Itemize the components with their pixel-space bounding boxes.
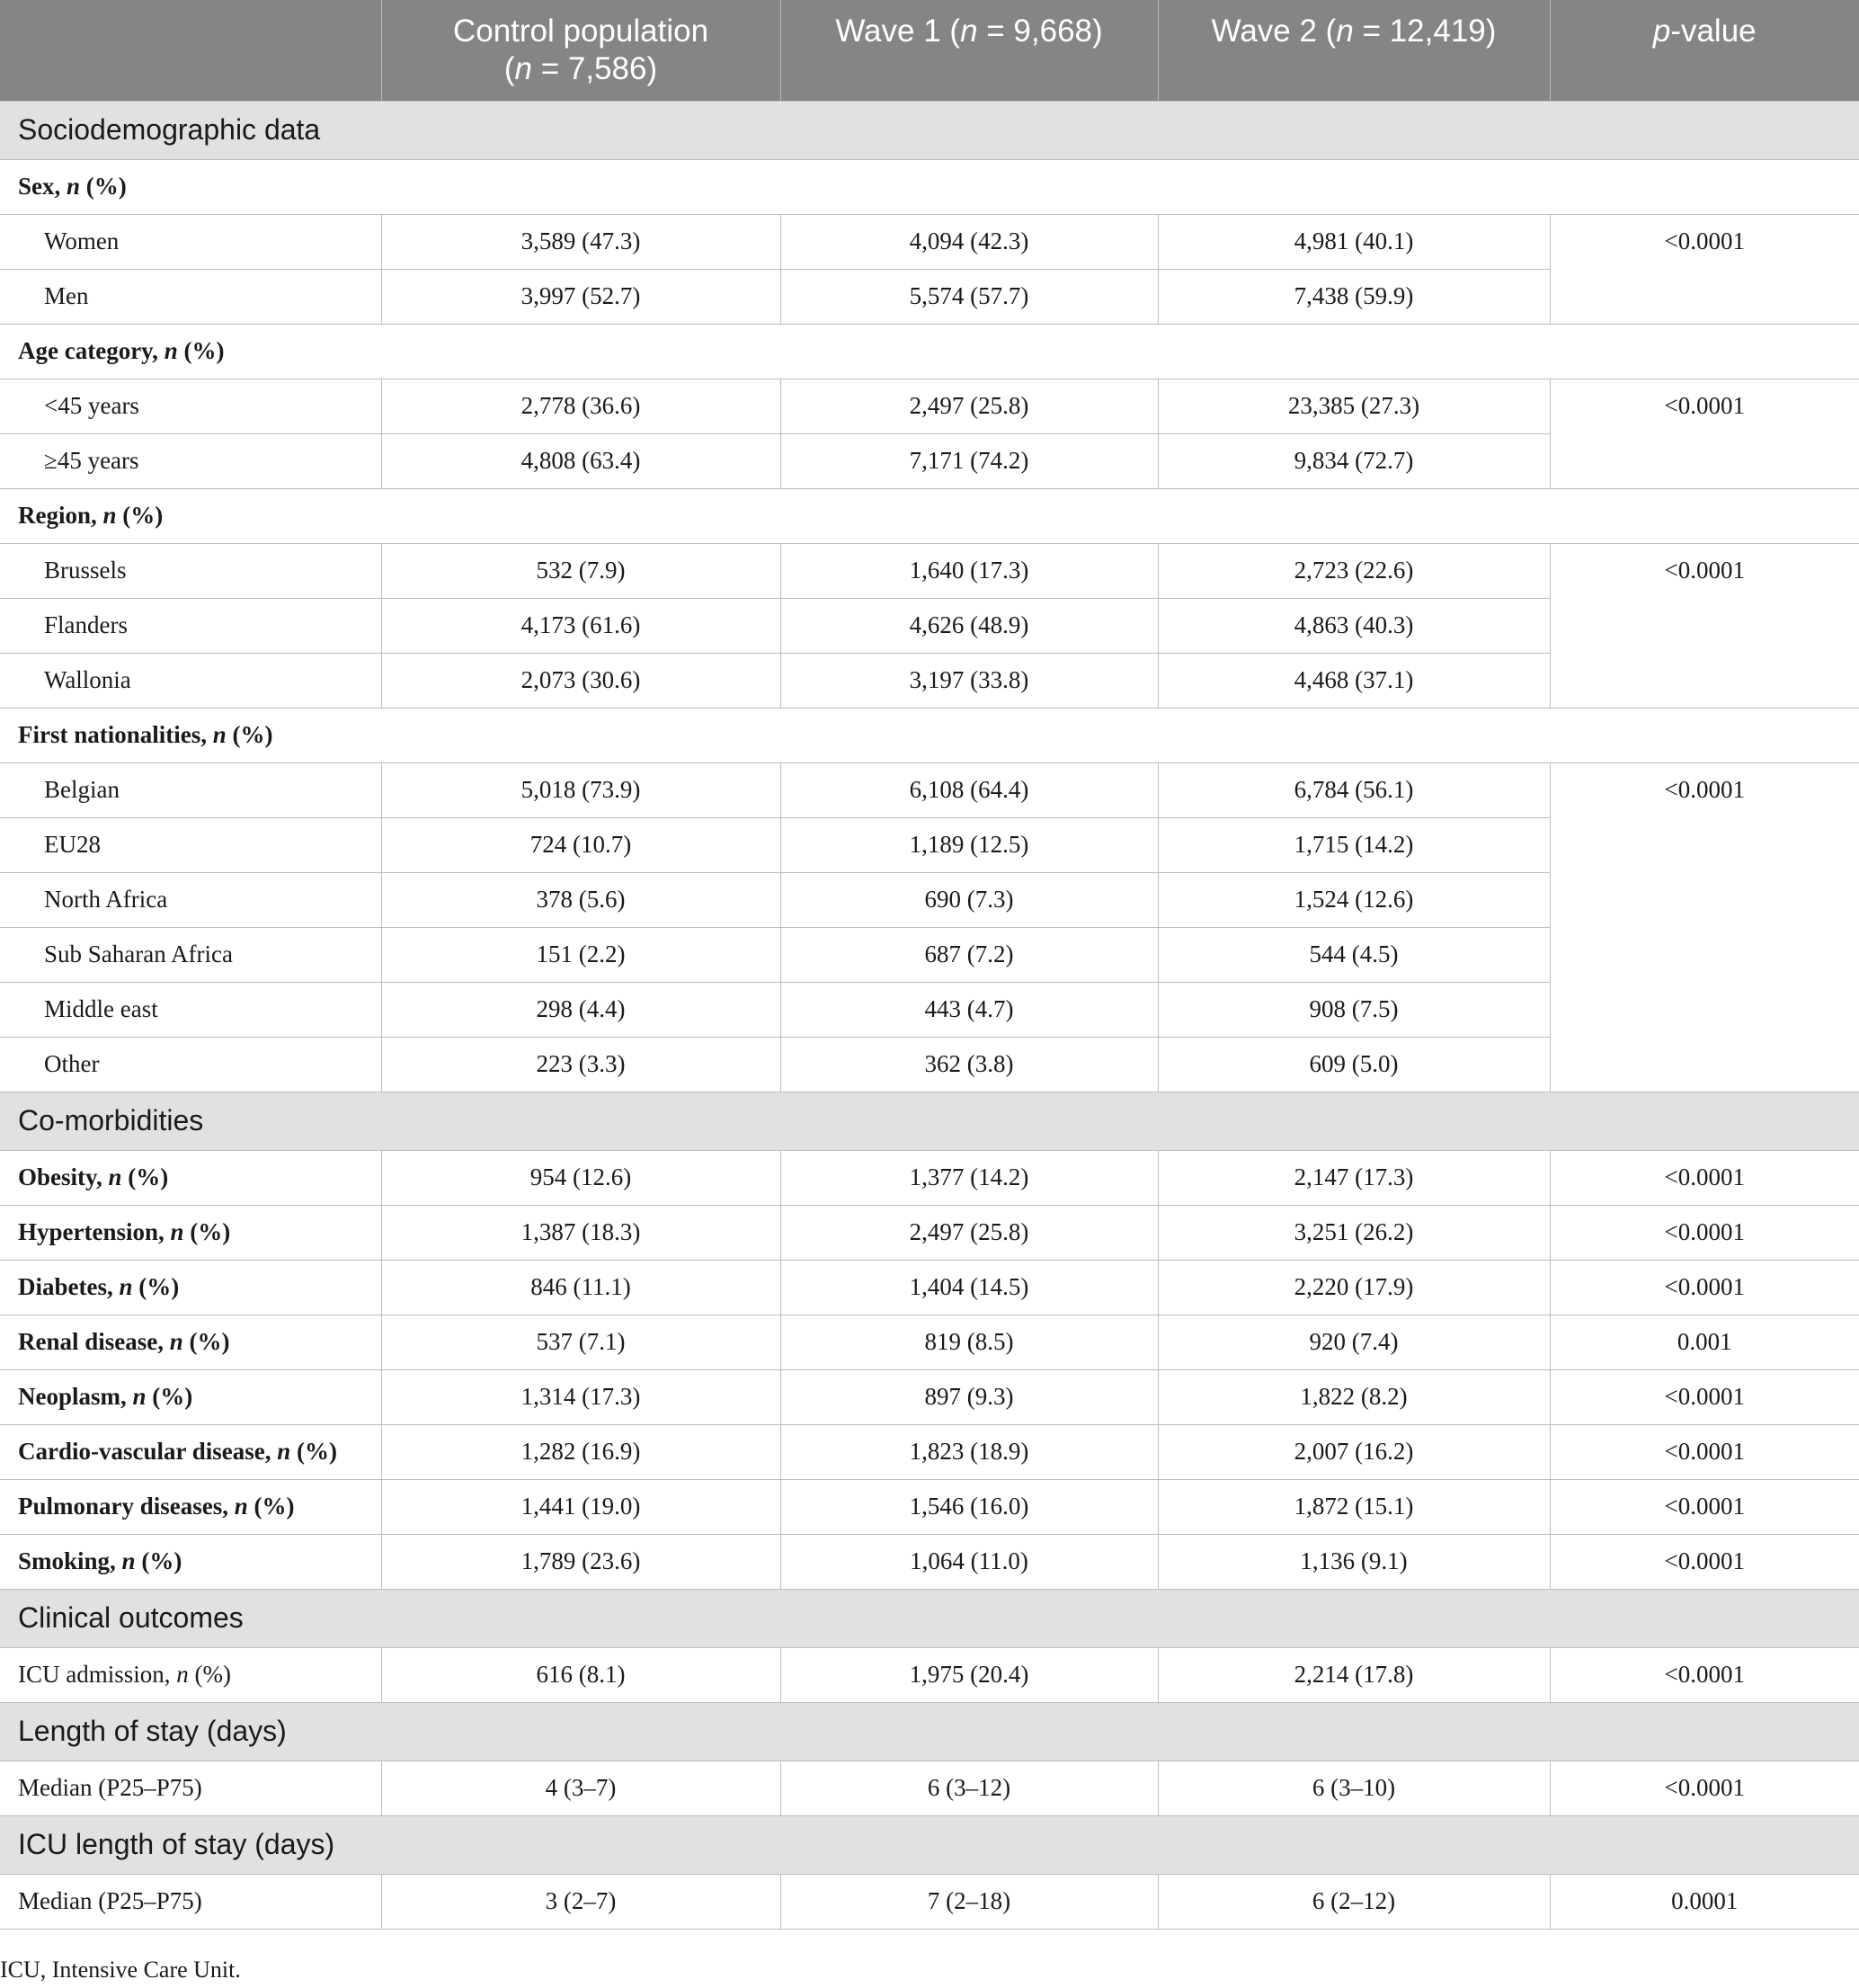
group-nationality: First nationalities, n (%) [0,708,1859,762]
table-row: Neoplasm, n (%) 1,314 (17.3) 897 (9.3) 1,822 (8.2) <0.0001 [0,1369,1859,1424]
table-row: Women 3,589 (47.3) 4,094 (42.3) 4,981 (40.1) <0.0001 [0,214,1859,269]
header-empty [0,0,381,101]
pvalue-age: <0.0001 [1550,379,1859,488]
table-row: North Africa 378 (5.6) 690 (7.3) 1,524 (12.6) [0,872,1859,927]
header-control: Control population (n = 7,586) [381,0,780,101]
table-row: Cardio-vascular disease, n (%) 1,282 (16.9) 1,823 (18.9) 2,007 (16.2) <0.0001 [0,1424,1859,1479]
table-row: EU28 724 (10.7) 1,189 (12.5) 1,715 (14.2) [0,817,1859,872]
header-pvalue: p-value [1550,0,1859,101]
table-row: ICU admission, n (%) 616 (8.1) 1,975 (20.4) 2,214 (17.8) <0.0001 [0,1647,1859,1702]
section-sociodemographic: Sociodemographic data [0,101,1859,159]
table-row: Other 223 (3.3) 362 (3.8) 609 (5.0) [0,1037,1859,1092]
section-length-of-stay: Length of stay (days) [0,1702,1859,1761]
table-row: Wallonia 2,073 (30.6) 3,197 (33.8) 4,468 (37.1) [0,653,1859,708]
pvalue-nationality: <0.0001 [1550,762,1859,1092]
section-icu-length-of-stay: ICU length of stay (days) [0,1815,1859,1874]
table-row: Obesity, n (%) 954 (12.6) 1,377 (14.2) 2,147 (17.3) <0.0001 [0,1150,1859,1205]
group-region: Region, n (%) [0,488,1859,543]
pvalue-sex: <0.0001 [1550,214,1859,324]
header-wave2: Wave 2 (n = 12,419) [1158,0,1550,101]
table-row: Belgian 5,018 (73.9) 6,108 (64.4) 6,784 (56.1) <0.0001 [0,762,1859,817]
table-row: Renal disease, n (%) 537 (7.1) 819 (8.5) 920 (7.4) 0.001 [0,1315,1859,1369]
pvalue-region: <0.0001 [1550,543,1859,708]
table-row: Middle east 298 (4.4) 443 (4.7) 908 (7.5) [0,982,1859,1037]
table-row: Flanders 4,173 (61.6) 4,626 (48.9) 4,863 (40.3) [0,598,1859,653]
header-row [0,0,1859,101]
table-footnote: ICU, Intensive Care Unit. [0,1957,241,1983]
table-row: Diabetes, n (%) 846 (11.1) 1,404 (14.5) 2,220 (17.9) <0.0001 [0,1260,1859,1315]
table-row: Median (P25–P75) 4 (3–7) 6 (3–12) 6 (3–10) <0.0001 [0,1761,1859,1815]
section-comorbidities: Co-morbidities [0,1092,1859,1150]
table-row: Smoking, n (%) 1,789 (23.6) 1,064 (11.0) 1,136 (9.1) <0.0001 [0,1534,1859,1589]
table-row: ≥45 years 4,808 (63.4) 7,171 (74.2) 9,834 (72.7) [0,433,1859,488]
table-row: Pulmonary diseases, n (%) 1,441 (19.0) 1,546 (16.0) 1,872 (15.1) <0.0001 [0,1479,1859,1534]
group-age: Age category, n (%) [0,324,1859,379]
table-row: Men 3,997 (52.7) 5,574 (57.7) 7,438 (59.9) [0,269,1859,324]
table-row: Median (P25–P75) 3 (2–7) 7 (2–18) 6 (2–12) 0.0001 [0,1874,1859,1929]
header-wave1: Wave 1 (n = 9,668) [780,0,1158,101]
table-row: Sub Saharan Africa 151 (2.2) 687 (7.2) 544 (4.5) [0,927,1859,982]
group-sex: Sex, n (%) [0,159,1859,214]
section-clinical-outcomes: Clinical outcomes [0,1589,1859,1647]
table-row: <45 years 2,778 (36.6) 2,497 (25.8) 23,385 (27.3) <0.0001 [0,379,1859,433]
table-row: Brussels 532 (7.9) 1,640 (17.3) 2,723 (22.6) <0.0001 [0,543,1859,598]
table-row: Hypertension, n (%) 1,387 (18.3) 2,497 (25.8) 3,251 (26.2) <0.0001 [0,1205,1859,1260]
